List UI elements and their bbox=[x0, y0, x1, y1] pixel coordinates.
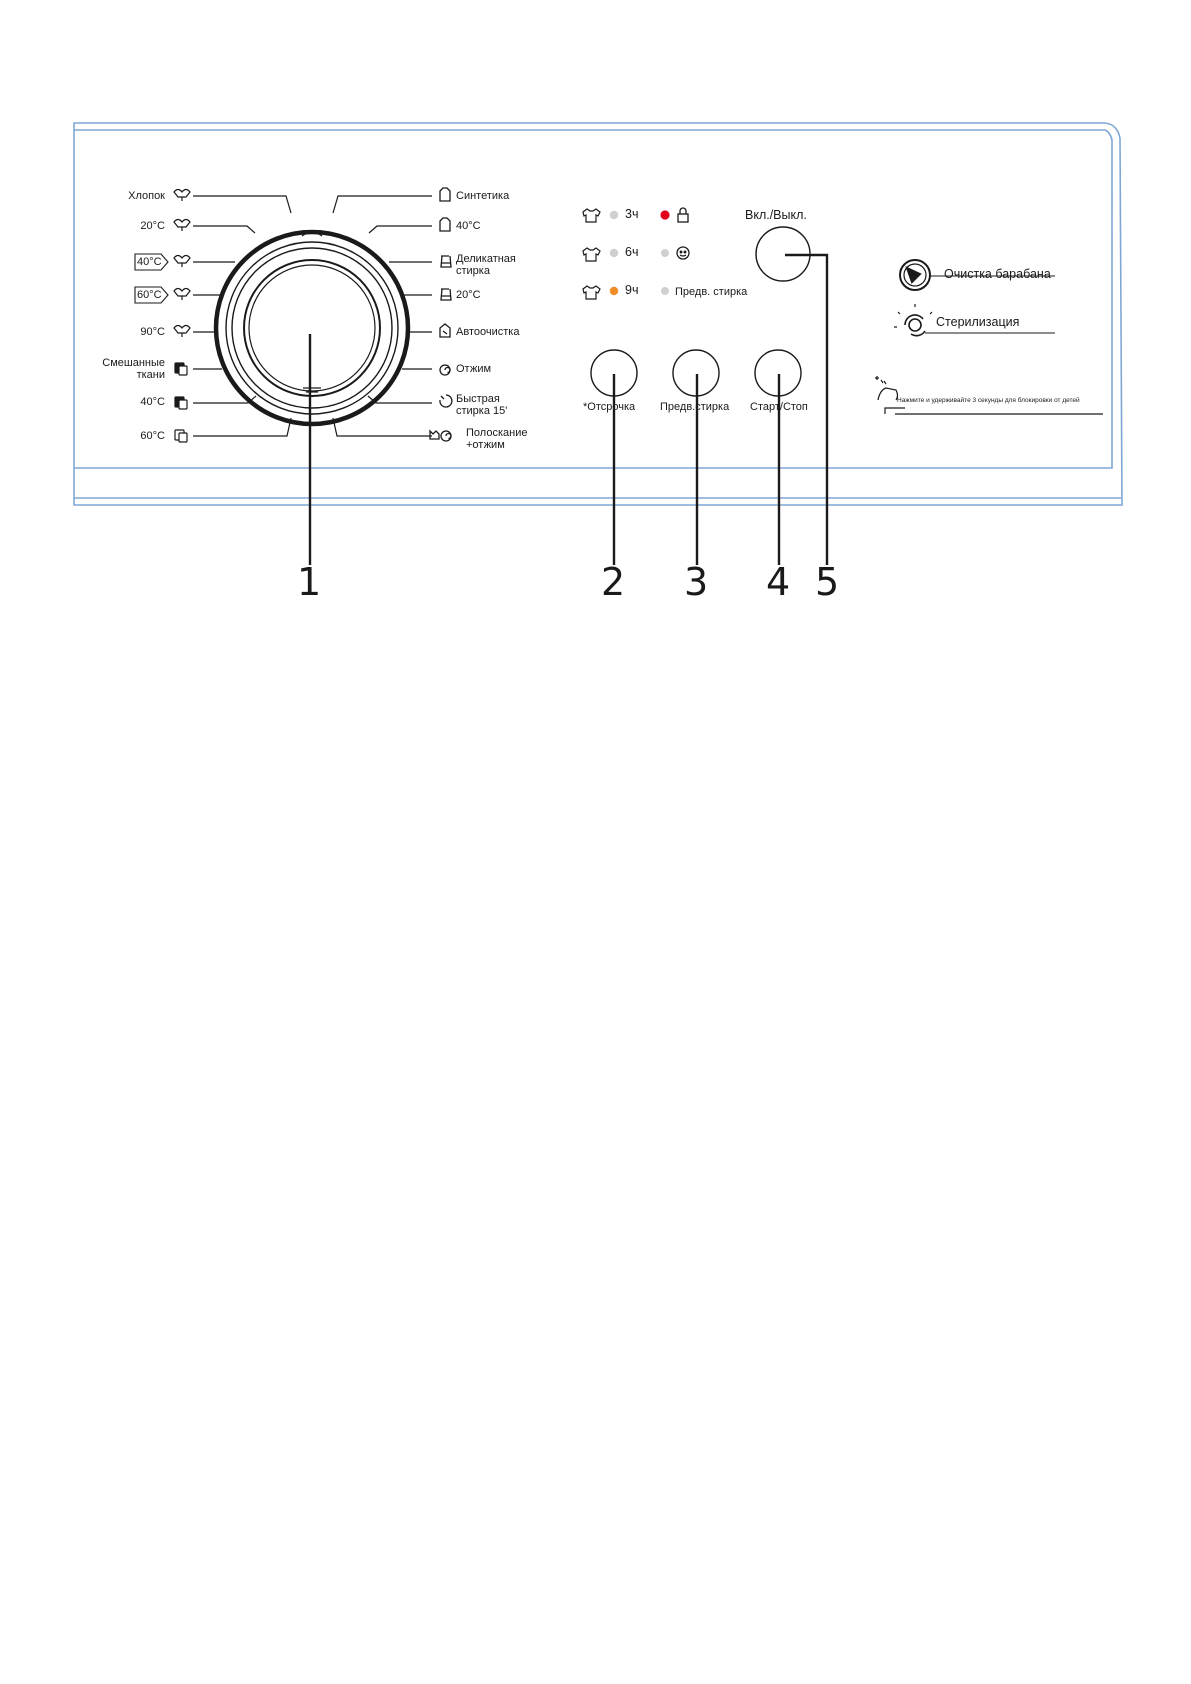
program-label-delicate-20: 20°C bbox=[456, 289, 481, 301]
callout-2: 2 bbox=[601, 560, 626, 604]
led-6h bbox=[610, 249, 618, 257]
program-label-cotton: Хлопок bbox=[128, 190, 165, 202]
control-buttons[interactable] bbox=[591, 227, 810, 396]
drum-clean-label: Очистка барабана bbox=[944, 267, 1051, 281]
program-label-mixed: Смешанные ткани bbox=[102, 357, 165, 381]
program-label-spin: Отжим bbox=[456, 363, 492, 375]
led-prewash bbox=[661, 287, 669, 295]
program-label-cotton-90: 90°C bbox=[140, 326, 165, 338]
program-label-synthetic-40: 40°C bbox=[456, 220, 481, 232]
delay-9h-label: 9ч bbox=[625, 283, 639, 297]
callout-3: 3 bbox=[684, 560, 709, 604]
program-label-mixed-40: 40°C bbox=[140, 396, 165, 408]
led-9h bbox=[610, 287, 618, 295]
child-lock-icon bbox=[677, 247, 689, 259]
callout-1: 1 bbox=[297, 560, 322, 604]
spin-icon bbox=[440, 365, 450, 375]
panel-outline bbox=[74, 123, 1122, 505]
program-label-synthetic: Синтетика bbox=[456, 190, 510, 202]
shirt-icon bbox=[583, 209, 600, 222]
start-stop-button-label: Старт/Стоп bbox=[750, 401, 808, 413]
synthetic-icon bbox=[440, 218, 450, 231]
child-lock-hint: Нажмите и удерживайте 3 секунды для блокировки от детей bbox=[897, 397, 1080, 404]
cotton-icon bbox=[174, 289, 190, 301]
mixed-fabric-icon bbox=[175, 363, 187, 375]
callout-5: 5 bbox=[815, 560, 840, 604]
hand-press-icon bbox=[875, 376, 1103, 414]
delicate-icon bbox=[441, 256, 451, 267]
led-indicators bbox=[610, 207, 670, 295]
quick-wash-icon bbox=[440, 395, 452, 407]
power-button-label: Вкл./Выкл. bbox=[745, 208, 807, 222]
door-lock-icon bbox=[678, 208, 688, 222]
program-dial[interactable] bbox=[216, 232, 408, 424]
delay-3h-label: 3ч bbox=[625, 207, 639, 221]
delicate-icon bbox=[441, 289, 451, 300]
cotton-icon bbox=[174, 190, 190, 202]
mixed-fabric-icon bbox=[175, 397, 187, 409]
delay-button-label: *Отсрочка bbox=[583, 401, 636, 413]
self-clean-icon bbox=[440, 324, 450, 337]
rinse-spin-icon bbox=[430, 431, 451, 441]
cotton-icon bbox=[174, 220, 190, 232]
sterilize-label: Стерилизация bbox=[936, 315, 1020, 329]
program-label-cotton-60: 60°C bbox=[137, 289, 162, 301]
led-child-lock bbox=[661, 249, 669, 257]
prewash-indicator-label: Предв. стирка bbox=[675, 286, 748, 298]
program-label-cotton-40: 40°C bbox=[137, 256, 162, 268]
synthetic-icon bbox=[440, 188, 450, 201]
program-label-cotton-20: 20°C bbox=[140, 220, 165, 232]
program-label-rinse-spin: Полоскание +отжим bbox=[466, 427, 528, 451]
shirt-icon bbox=[583, 286, 600, 299]
mixed-fabric-icon bbox=[175, 430, 187, 442]
program-label-mixed-60: 60°C bbox=[140, 430, 165, 442]
program-label-self-clean: Автоочистка bbox=[456, 326, 520, 338]
program-label-quick-wash: Быстрая стирка 15' bbox=[456, 393, 508, 417]
program-label-delicate: Деликатная стирка bbox=[456, 253, 516, 277]
callout-4: 4 bbox=[766, 560, 791, 604]
led-3h bbox=[610, 211, 618, 219]
cotton-icon bbox=[174, 326, 190, 338]
shirt-icon bbox=[583, 248, 600, 261]
delay-6h-label: 6ч bbox=[625, 245, 639, 259]
prewash-button-label: Предв.стирка bbox=[660, 401, 730, 413]
right-program-icons bbox=[430, 188, 452, 441]
left-program-icons bbox=[174, 190, 190, 443]
status-icons bbox=[677, 208, 689, 259]
cotton-icon bbox=[174, 256, 190, 268]
led-lock bbox=[660, 210, 669, 219]
delay-indicators bbox=[583, 209, 600, 299]
feature-icons bbox=[875, 260, 1103, 414]
